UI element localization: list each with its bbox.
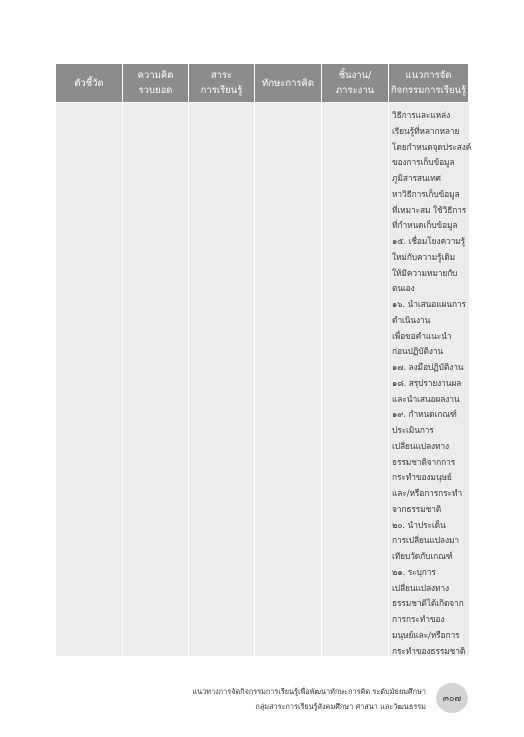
header-indicator-text: ตัวชี้วัด (74, 77, 104, 89)
cell-concept (123, 102, 189, 656)
activity-line: ใหม่กับความรู้เดิม (392, 251, 456, 262)
header-concept (123, 64, 189, 102)
activity-line: ๑๖. นำเสนอแผนการ (392, 299, 466, 309)
activity-line: การกระทำของ (392, 614, 445, 624)
activity-line: ๒๐. นำประเด็น (392, 519, 446, 530)
activity-line: ๑๕. เชื่อมโยงความรู้ (392, 236, 465, 246)
activity-line: กระทำของมนุษย์ (392, 472, 452, 483)
header-content-line2: การเรียนรู้ (200, 85, 243, 96)
header-content-line1: สาระ (210, 70, 233, 81)
cell-task (322, 102, 389, 656)
header-activity-line1: แนวการจัด (405, 70, 452, 81)
activity-line: ตนเอง (392, 283, 415, 294)
activity-line: เพื่อขอคำแนะนำ (392, 330, 452, 341)
activity-line: เทียบวัดกับเกณฑ์ (392, 551, 453, 561)
activity-line: ภูมิสารสนเทศ (392, 173, 441, 183)
activity-line: ของการเก็บข้อมูล (392, 157, 455, 168)
header-concept-line2: รวบยอด (138, 85, 173, 96)
activity-line: ๒๑. ระบุการ (392, 566, 436, 577)
activity-line: ๑๘. สรุปรายงานผล (392, 377, 462, 388)
header-task (322, 64, 389, 102)
activity-line: กระทำของธรรมชาติ (392, 645, 466, 656)
activity-line: และนำเสนอผลงาน (392, 393, 460, 404)
cell-indicator (56, 102, 123, 656)
activity-line: มนุษย์และ/หรือการ (392, 629, 460, 640)
activity-line: เรียนรู้ที่หลากหลาย (392, 125, 460, 136)
header-task-line1: ชิ้นงาน/ (338, 70, 372, 81)
footer (192, 684, 426, 714)
activity-line: วิธีการและแหล่ง (392, 110, 451, 120)
activity-line: ก่อนปฏิบัติงาน (392, 346, 444, 357)
header-concept-line1: ความคิด (137, 70, 174, 81)
footer-line1: แนวทางการจัดกิจกรรมการเรียนรู้เพื่อพัฒนาทักษะการคิด ระดับมัธยมศึกษา (192, 687, 426, 696)
activity-line: ๑๙. กำหนดเกณฑ์ (392, 409, 457, 420)
activity-line: ที่กำหนดเก็บข้อมูล (392, 220, 458, 231)
activity-line: ที่เหมาะสม ใช้วิธีการ (392, 204, 467, 215)
header-task-line2: ภาระงาน (335, 85, 375, 96)
header-activity (389, 64, 469, 102)
activity-line: เปลี่ยนแปลงทาง (392, 440, 449, 451)
activity-line: ธรรมชาติจากการ (392, 456, 456, 467)
activity-line: ดำเนินงาน (392, 314, 431, 325)
cell-content (189, 102, 255, 656)
header-content (189, 64, 255, 102)
cell-thinking-skill (255, 102, 322, 656)
header-indicator (56, 64, 123, 102)
activity-line: การเปลี่ยนแปลงมา (392, 535, 459, 546)
activity-line: และ/หรือการกระทำ (392, 488, 463, 498)
activity-line: ประเมินการ (392, 425, 434, 435)
header-thinking-skill (255, 64, 322, 102)
activity-line: หาวิธีการเก็บข้อมูล (392, 188, 460, 199)
cell-activity (389, 102, 472, 656)
activity-line: จากธรรมชาติ (392, 503, 442, 514)
activity-line: ธรรมชาติได้เกิดจาก (392, 598, 464, 609)
page-number: ๓๐๗ (436, 683, 468, 713)
curriculum-table (56, 64, 472, 656)
activity-line: โดยกำหนดจุดประสงค์ (392, 141, 472, 152)
activity-line: ๑๗. ลงมือปฏิบัติงาน (392, 362, 464, 372)
footer-line2: กลุ่มสาระการเรียนรู้สังคมศึกษา ศาสนา และวัฒนธรรม (255, 702, 426, 711)
header-activity-line2: กิจกรรมการเรียนรู้ (390, 85, 467, 96)
activity-line: ให้มีความหมายกับ (392, 267, 458, 278)
activity-line: เปลี่ยนแปลงทาง (392, 582, 449, 593)
header-thinking-skill-text: ทักษะการคิด (261, 77, 315, 89)
